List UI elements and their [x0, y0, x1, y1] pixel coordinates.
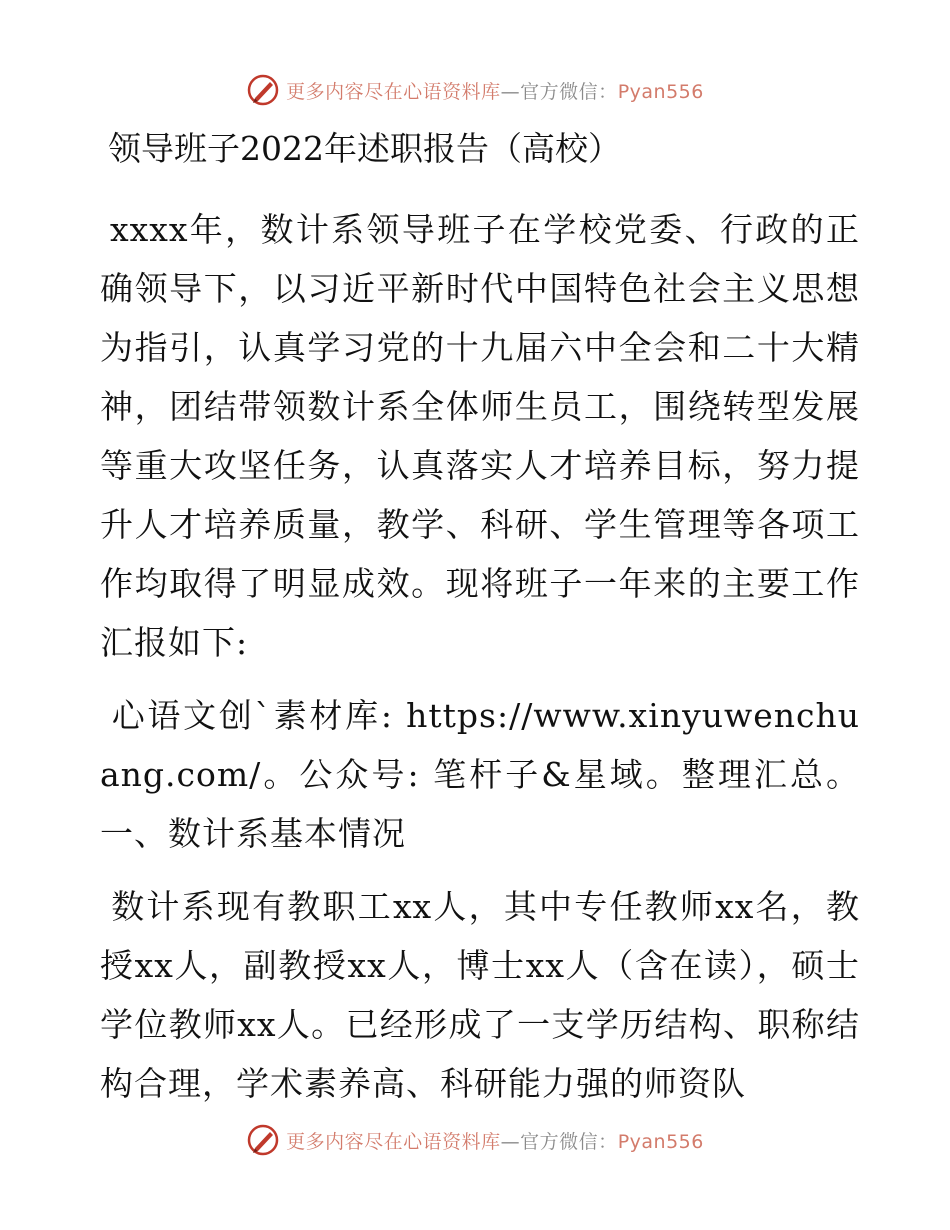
paragraph — [100, 686, 860, 863]
footer-watermark — [0, 1120, 950, 1160]
document-title: 领导班子2022年述职报告（高校） — [108, 129, 621, 168]
watermark-inner — [246, 1123, 704, 1157]
watermark-brand: 更多内容尽在心语资料库 — [286, 1130, 501, 1153]
watermark-wechat-id: Pyan556 — [617, 80, 704, 103]
paragraph — [100, 200, 860, 672]
watermark-text — [286, 1127, 704, 1154]
pen-logo-icon — [246, 73, 280, 107]
document-body — [100, 120, 860, 1127]
paragraph-text: 数计系现有教职工xx人，其中专任教师xx名，教授xx人，副教授xx人，博士xx人（含在读），硕士学位教师xx人。已经形成了一支学历结构、职称结构合理，学术素养高、科研能力强的师资队 — [100, 887, 860, 1103]
paragraph-text: 心语文创`素材库: https://www.xinyuwenchuang.com/。公众号: 笔杆子&星域。整理汇总。一、数计系基本情况 — [100, 696, 860, 853]
watermark-text — [286, 77, 704, 104]
pen-logo-icon — [246, 1123, 280, 1157]
watermark-inner — [246, 73, 704, 107]
watermark-wechat-id: Pyan556 — [617, 1130, 704, 1153]
paragraph — [100, 877, 860, 1113]
header-watermark — [0, 70, 950, 110]
watermark-separator: —官方微信： — [500, 80, 618, 103]
paragraph-text: xxxx年，数计系领导班子在学校党委、行政的正确领导下，以习近平新时代中国特色社会主义思想为指引，认真学习党的十九届六中全会和二十大精神，团结带领数计系全体师生员工，围绕转型发展等重大攻坚任务，认真落实人才培养目标，努力提升人才培养质量，教学、科研、学生管理等各项工作均取得了明显成效。现将班子一年来的主要工作汇报如下: — [100, 210, 860, 662]
watermark-separator: —官方微信： — [500, 1130, 618, 1153]
watermark-brand: 更多内容尽在心语资料库 — [286, 80, 501, 103]
